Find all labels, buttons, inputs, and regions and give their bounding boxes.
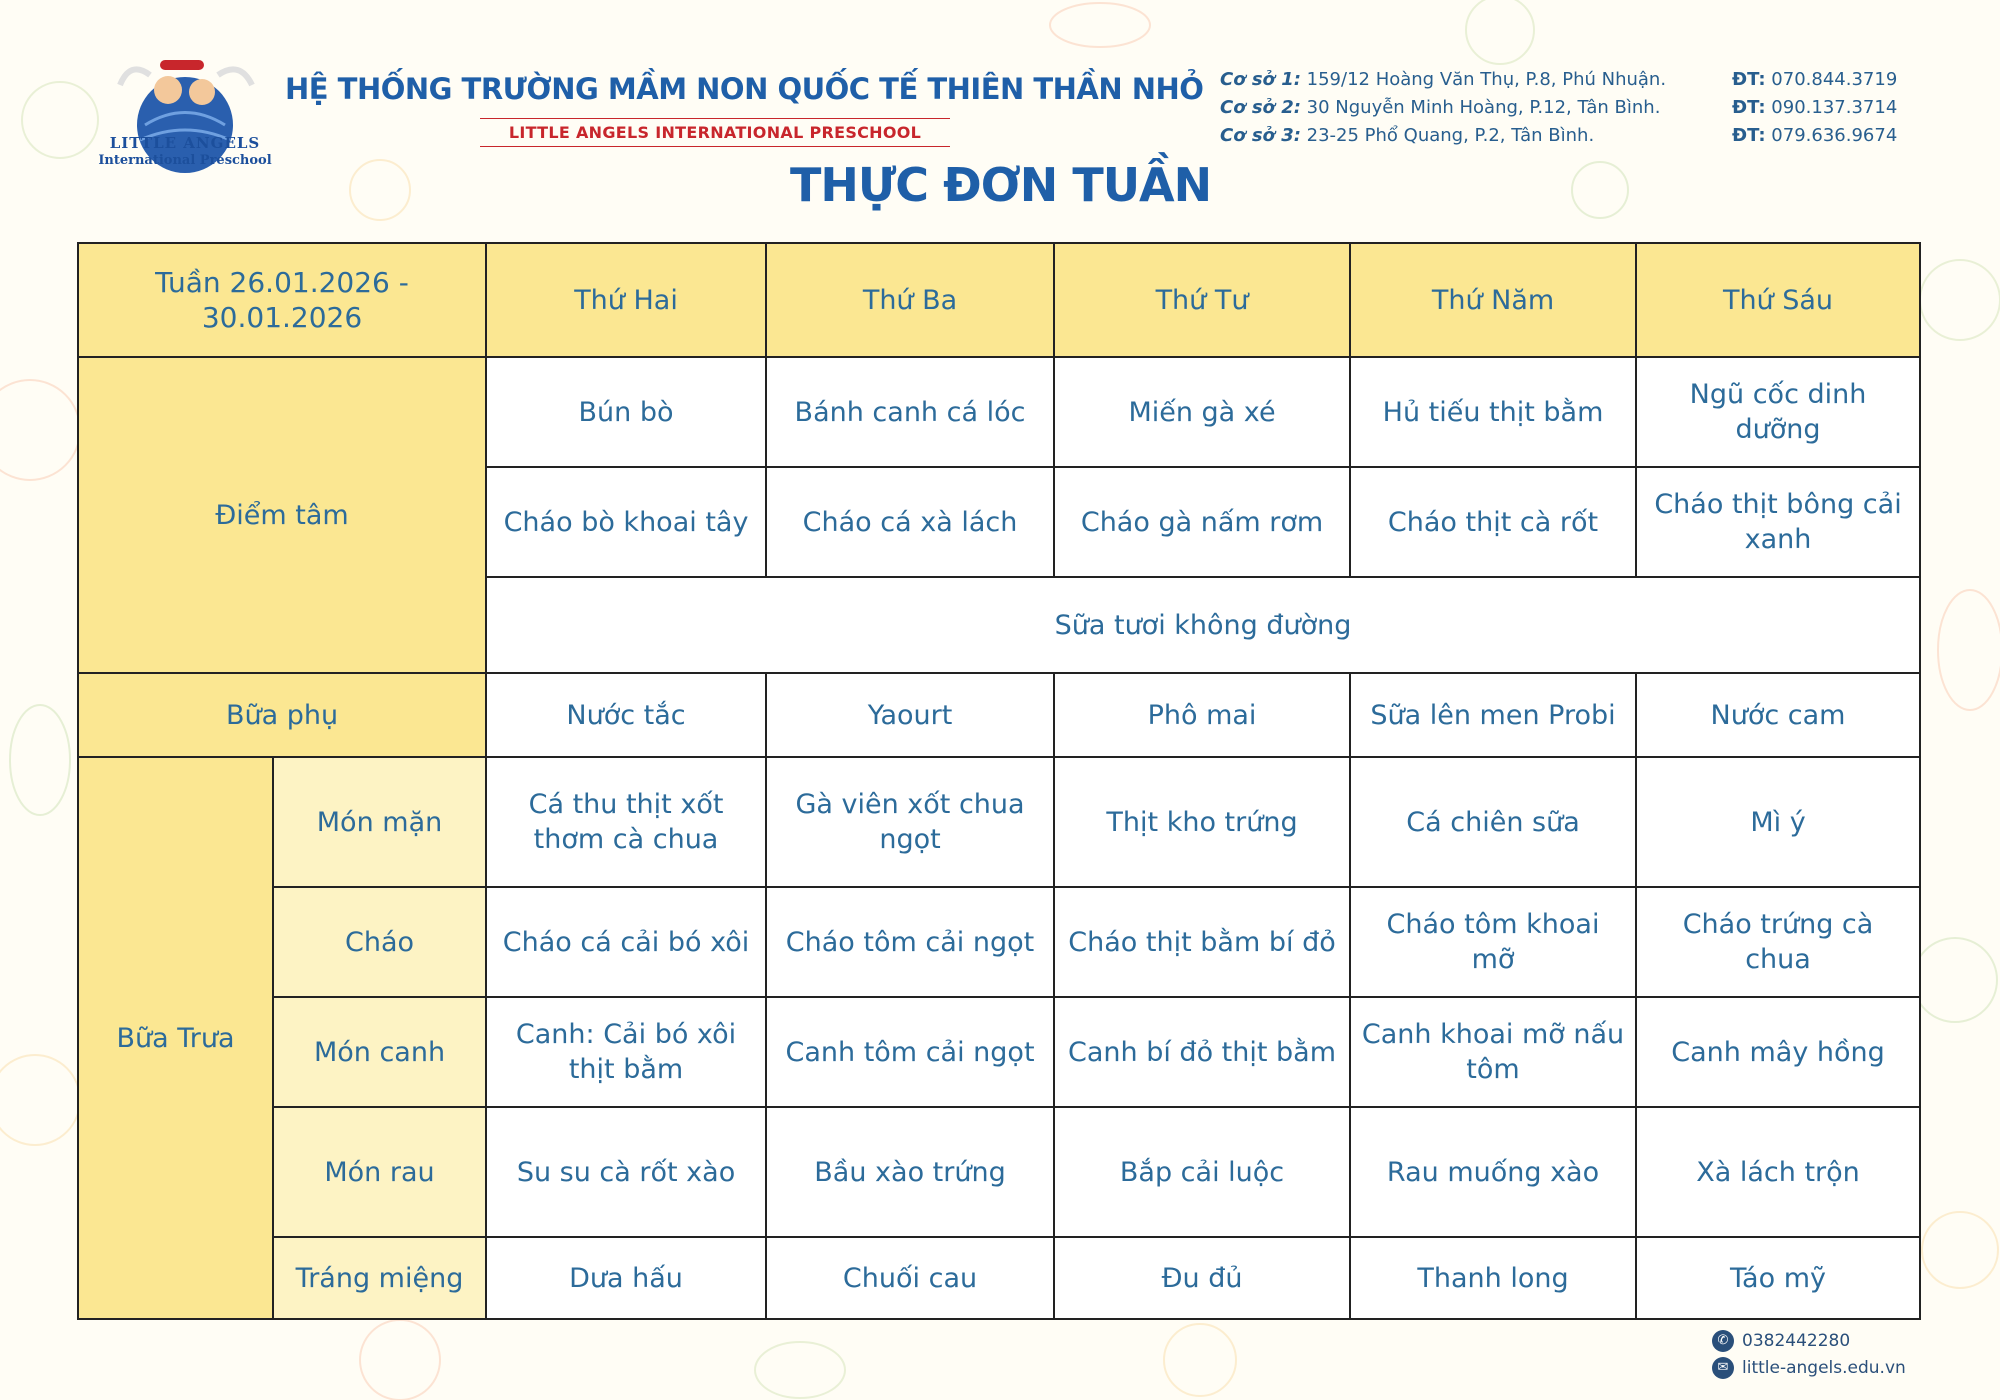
menu-cell: Yaourt — [766, 673, 1054, 757]
day-header-monday: Thứ Hai — [486, 243, 766, 357]
table-row — [78, 357, 1920, 467]
lunch-label: Bữa Trưa — [78, 757, 273, 1319]
lunch-sub-label: Món mặn — [273, 757, 486, 887]
lunch-sub-label: Tráng miệng — [273, 1237, 486, 1319]
table-row — [78, 997, 1920, 1107]
school-name: HỆ THỐNG TRƯỜNG MẦM NON QUỐC TẾ THIÊN THẦN NHỎ — [285, 72, 1204, 106]
menu-cell: Canh: Cải bó xôi thịt bằm — [486, 997, 766, 1107]
menu-cell: Cháo bò khoai tây — [486, 467, 766, 577]
lunch-sub-label: Cháo — [273, 887, 486, 997]
day-header-wednesday: Thứ Tư — [1054, 243, 1350, 357]
menu-cell: Đu đủ — [1054, 1237, 1350, 1319]
menu-cell: Cháo tôm khoai mỡ — [1350, 887, 1636, 997]
logo-line2: International Preschool — [98, 153, 272, 168]
menu-cell: Bánh canh cá lóc — [766, 357, 1054, 467]
menu-cell: Sữa lên men Probi — [1350, 673, 1636, 757]
weekly-menu-table — [77, 242, 1921, 1320]
menu-cell: Xà lách trộn — [1636, 1107, 1920, 1237]
campus-2-phone: ĐT: 090.137.3714 — [1732, 97, 1898, 118]
menu-cell: Cháo thịt cà rốt — [1350, 467, 1636, 577]
menu-cell: Nước tắc — [486, 673, 766, 757]
footer-contacts — [1712, 1327, 1906, 1381]
menu-cell: Thịt kho trứng — [1054, 757, 1350, 887]
menu-cell: Canh bí đỏ thịt bằm — [1054, 997, 1350, 1107]
footer-phone-number: 0382442280 — [1742, 1330, 1851, 1351]
menu-cell: Chuối cau — [766, 1237, 1054, 1319]
table-row — [78, 1237, 1920, 1319]
snack-label: Bữa phụ — [78, 673, 486, 757]
table-row — [78, 757, 1920, 887]
menu-cell: Bầu xào trứng — [766, 1107, 1054, 1237]
logo-line1: LITTLE ANGELS — [109, 134, 261, 152]
footer-phone — [1712, 1327, 1906, 1354]
campus-addresses — [1220, 66, 1666, 150]
menu-cell: Nước cam — [1636, 673, 1920, 757]
menu-cell: Cháo trứng cà chua — [1636, 887, 1920, 997]
menu-cell: Cháo cá cải bó xôi — [486, 887, 766, 997]
menu-cell: Mì ý — [1636, 757, 1920, 887]
menu-cell: Miến gà xé — [1054, 357, 1350, 467]
day-header-friday: Thứ Sáu — [1636, 243, 1920, 357]
menu-cell: Cá chiên sữa — [1350, 757, 1636, 887]
menu-cell: Rau muống xào — [1350, 1107, 1636, 1237]
menu-cell: Canh khoai mỡ nấu tôm — [1350, 997, 1636, 1107]
school-name-english: LITTLE ANGELS INTERNATIONAL PRESCHOOL — [480, 118, 950, 147]
page-title: THỰC ĐƠN TUẦN — [790, 158, 1212, 212]
table-row — [78, 673, 1920, 757]
campus-3-phone: ĐT: 079.636.9674 — [1732, 125, 1898, 146]
phone-icon: ✆ — [1712, 1330, 1734, 1352]
campus-1-phone: ĐT: 070.844.3719 — [1732, 69, 1898, 90]
table-row — [78, 1107, 1920, 1237]
campus-2-address: Cơ sở 2: 30 Nguyễn Minh Hoàng, P.12, Tân Bình. — [1220, 97, 1661, 118]
menu-cell: Hủ tiếu thịt bằm — [1350, 357, 1636, 467]
menu-cell: Cháo thịt bằm bí đỏ — [1054, 887, 1350, 997]
campus-phones — [1732, 66, 1897, 150]
day-header-tuesday: Thứ Ba — [766, 243, 1054, 357]
menu-cell: Cá thu thịt xốt thơm cà chua — [486, 757, 766, 887]
week-range: Tuần 26.01.2026 - 30.01.2026 — [78, 243, 486, 357]
footer-website-link[interactable]: little-angels.edu.vn — [1742, 1357, 1906, 1378]
menu-cell: Thanh long — [1350, 1237, 1636, 1319]
menu-cell: Canh tôm cải ngọt — [766, 997, 1054, 1107]
lunch-sub-label: Món canh — [273, 997, 486, 1107]
menu-cell: Cháo cá xà lách — [766, 467, 1054, 577]
menu-cell: Dưa hấu — [486, 1237, 766, 1319]
menu-cell: Táo mỹ — [1636, 1237, 1920, 1319]
table-row — [78, 887, 1920, 997]
menu-cell: Cháo thịt bông cải xanh — [1636, 467, 1920, 577]
menu-cell: Canh mây hồng — [1636, 997, 1920, 1107]
menu-cell: Gà viên xốt chua ngọt — [766, 757, 1054, 887]
day-header-thursday: Thứ Năm — [1350, 243, 1636, 357]
campus-3-address: Cơ sở 3: 23-25 Phổ Quang, P.2, Tân Bình. — [1220, 125, 1595, 146]
menu-cell: Bắp cải luộc — [1054, 1107, 1350, 1237]
menu-cell: Su su cà rốt xào — [486, 1107, 766, 1237]
email-icon: ✉ — [1712, 1357, 1734, 1379]
table-header-row — [78, 243, 1920, 357]
breakfast-milk: Sữa tươi không đường — [486, 577, 1920, 673]
menu-cell: Cháo gà nấm rơm — [1054, 467, 1350, 577]
campus-1-address: Cơ sở 1: 159/12 Hoàng Văn Thụ, P.8, Phú Nhuận. — [1220, 69, 1667, 90]
menu-cell: Cháo tôm cải ngọt — [766, 887, 1054, 997]
footer-website[interactable] — [1712, 1354, 1906, 1381]
menu-cell: Bún bò — [486, 357, 766, 467]
lunch-sub-label: Món rau — [273, 1107, 486, 1237]
menu-cell: Ngũ cốc dinh dưỡng — [1636, 357, 1920, 467]
menu-cell: Phô mai — [1054, 673, 1350, 757]
breakfast-label: Điểm tâm — [78, 357, 486, 673]
